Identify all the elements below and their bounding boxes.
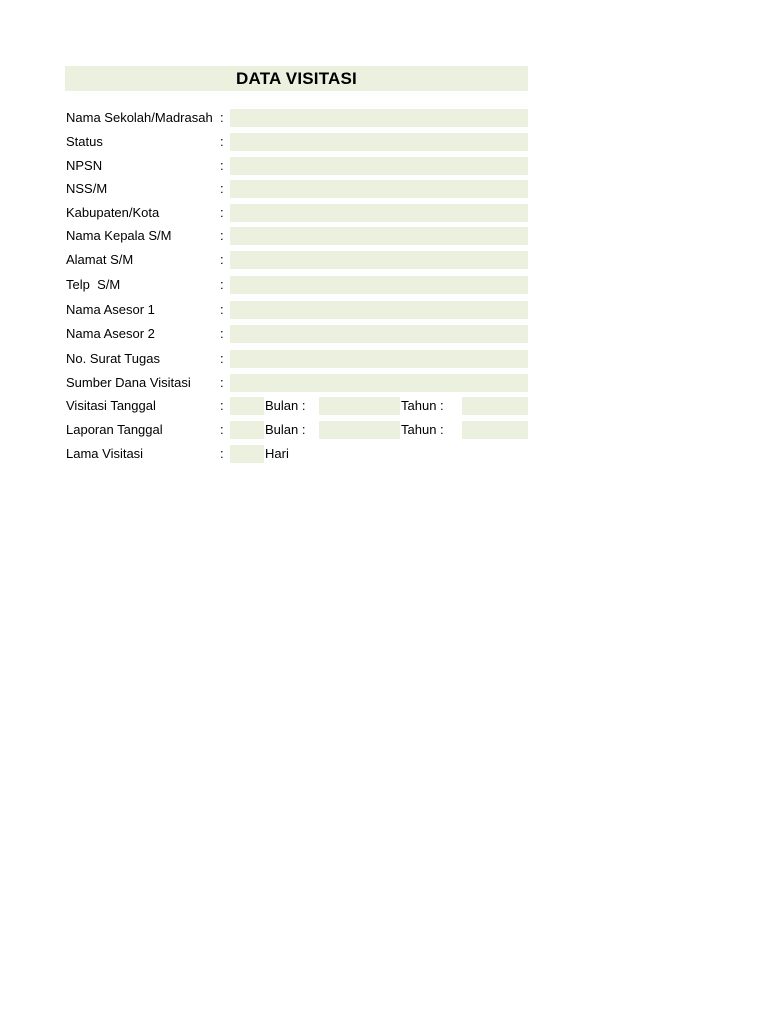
field-label: Nama Asesor 1 xyxy=(66,302,155,317)
laporan-day-field[interactable] xyxy=(230,421,264,439)
bulan-label: Bulan : xyxy=(265,398,306,413)
field-colon: : xyxy=(220,277,224,292)
visitasi-year-field[interactable] xyxy=(462,397,528,415)
field-row-laporan-tanggal xyxy=(0,421,768,439)
nss-field[interactable] xyxy=(230,180,528,198)
field-row-sumber-dana xyxy=(0,374,768,392)
field-row-asesor-2 xyxy=(0,325,768,343)
laporan-month-field[interactable] xyxy=(319,421,400,439)
tahun-label: Tahun : xyxy=(401,398,444,413)
field-colon: : xyxy=(220,181,224,196)
field-label: Lama Visitasi xyxy=(66,446,144,461)
field-label: Nama Kepala S/M xyxy=(66,228,172,243)
field-colon: : xyxy=(220,375,224,390)
field-row-telp xyxy=(0,276,768,294)
field-colon: : xyxy=(220,252,224,267)
field-colon: : xyxy=(220,205,224,220)
field-row-visitasi-tanggal xyxy=(0,397,768,415)
tahun-label: Tahun : xyxy=(401,422,444,437)
asesor-2-field[interactable] xyxy=(230,325,528,343)
telp-field[interactable] xyxy=(230,276,528,294)
field-row-nss xyxy=(0,180,768,198)
visitasi-month-field[interactable] xyxy=(319,397,400,415)
laporan-year-field[interactable] xyxy=(462,421,528,439)
surat-tugas-field[interactable] xyxy=(230,350,528,368)
field-label: Telp S/M xyxy=(66,277,121,292)
field-row-kabupaten xyxy=(0,204,768,222)
field-label: Kabupaten/Kota xyxy=(66,205,160,220)
field-colon: : xyxy=(220,228,224,243)
field-colon: : xyxy=(220,351,224,366)
field-row-nama-sekolah xyxy=(0,109,768,127)
field-row-asesor-1 xyxy=(0,301,768,319)
field-colon: : xyxy=(220,446,224,461)
field-label: Nama Sekolah/Madrasah xyxy=(66,110,213,125)
field-colon: : xyxy=(220,302,224,317)
field-colon: : xyxy=(220,158,224,173)
field-colon: : xyxy=(220,134,224,149)
field-colon: : xyxy=(220,398,224,413)
field-label: Status xyxy=(66,134,103,149)
field-row-npsn xyxy=(0,157,768,175)
field-colon: : xyxy=(220,110,224,125)
field-label: Sumber Dana Visitasi xyxy=(66,375,191,390)
alamat-field[interactable] xyxy=(230,251,528,269)
visitasi-day-field[interactable] xyxy=(230,397,264,415)
field-row-status xyxy=(0,133,768,151)
field-row-nama-kepala xyxy=(0,227,768,245)
asesor-1-field[interactable] xyxy=(230,301,528,319)
field-row-alamat xyxy=(0,251,768,269)
field-row-lama-visitasi xyxy=(0,445,768,463)
nama-sekolah-field[interactable] xyxy=(230,109,528,127)
field-label: Visitasi Tanggal xyxy=(66,398,156,413)
field-colon: : xyxy=(220,326,224,341)
hari-label: Hari xyxy=(265,446,289,461)
lama-visitasi-field[interactable] xyxy=(230,445,264,463)
field-row-surat-tugas xyxy=(0,350,768,368)
nama-kepala-field[interactable] xyxy=(230,227,528,245)
field-label: Alamat S/M xyxy=(66,252,134,267)
field-label: NPSN xyxy=(66,158,103,173)
document-title-bar xyxy=(65,66,528,91)
field-label: NSS/M xyxy=(66,181,108,196)
npsn-field[interactable] xyxy=(230,157,528,175)
field-label: No. Surat Tugas xyxy=(66,351,160,366)
field-colon: : xyxy=(220,422,224,437)
status-field[interactable] xyxy=(230,133,528,151)
bulan-label: Bulan : xyxy=(265,422,306,437)
kabupaten-field[interactable] xyxy=(230,204,528,222)
field-label: Nama Asesor 2 xyxy=(66,326,155,341)
document-title: DATA VISITASI xyxy=(236,68,357,88)
field-label: Laporan Tanggal xyxy=(66,422,163,437)
sumber-dana-field[interactable] xyxy=(230,374,528,392)
